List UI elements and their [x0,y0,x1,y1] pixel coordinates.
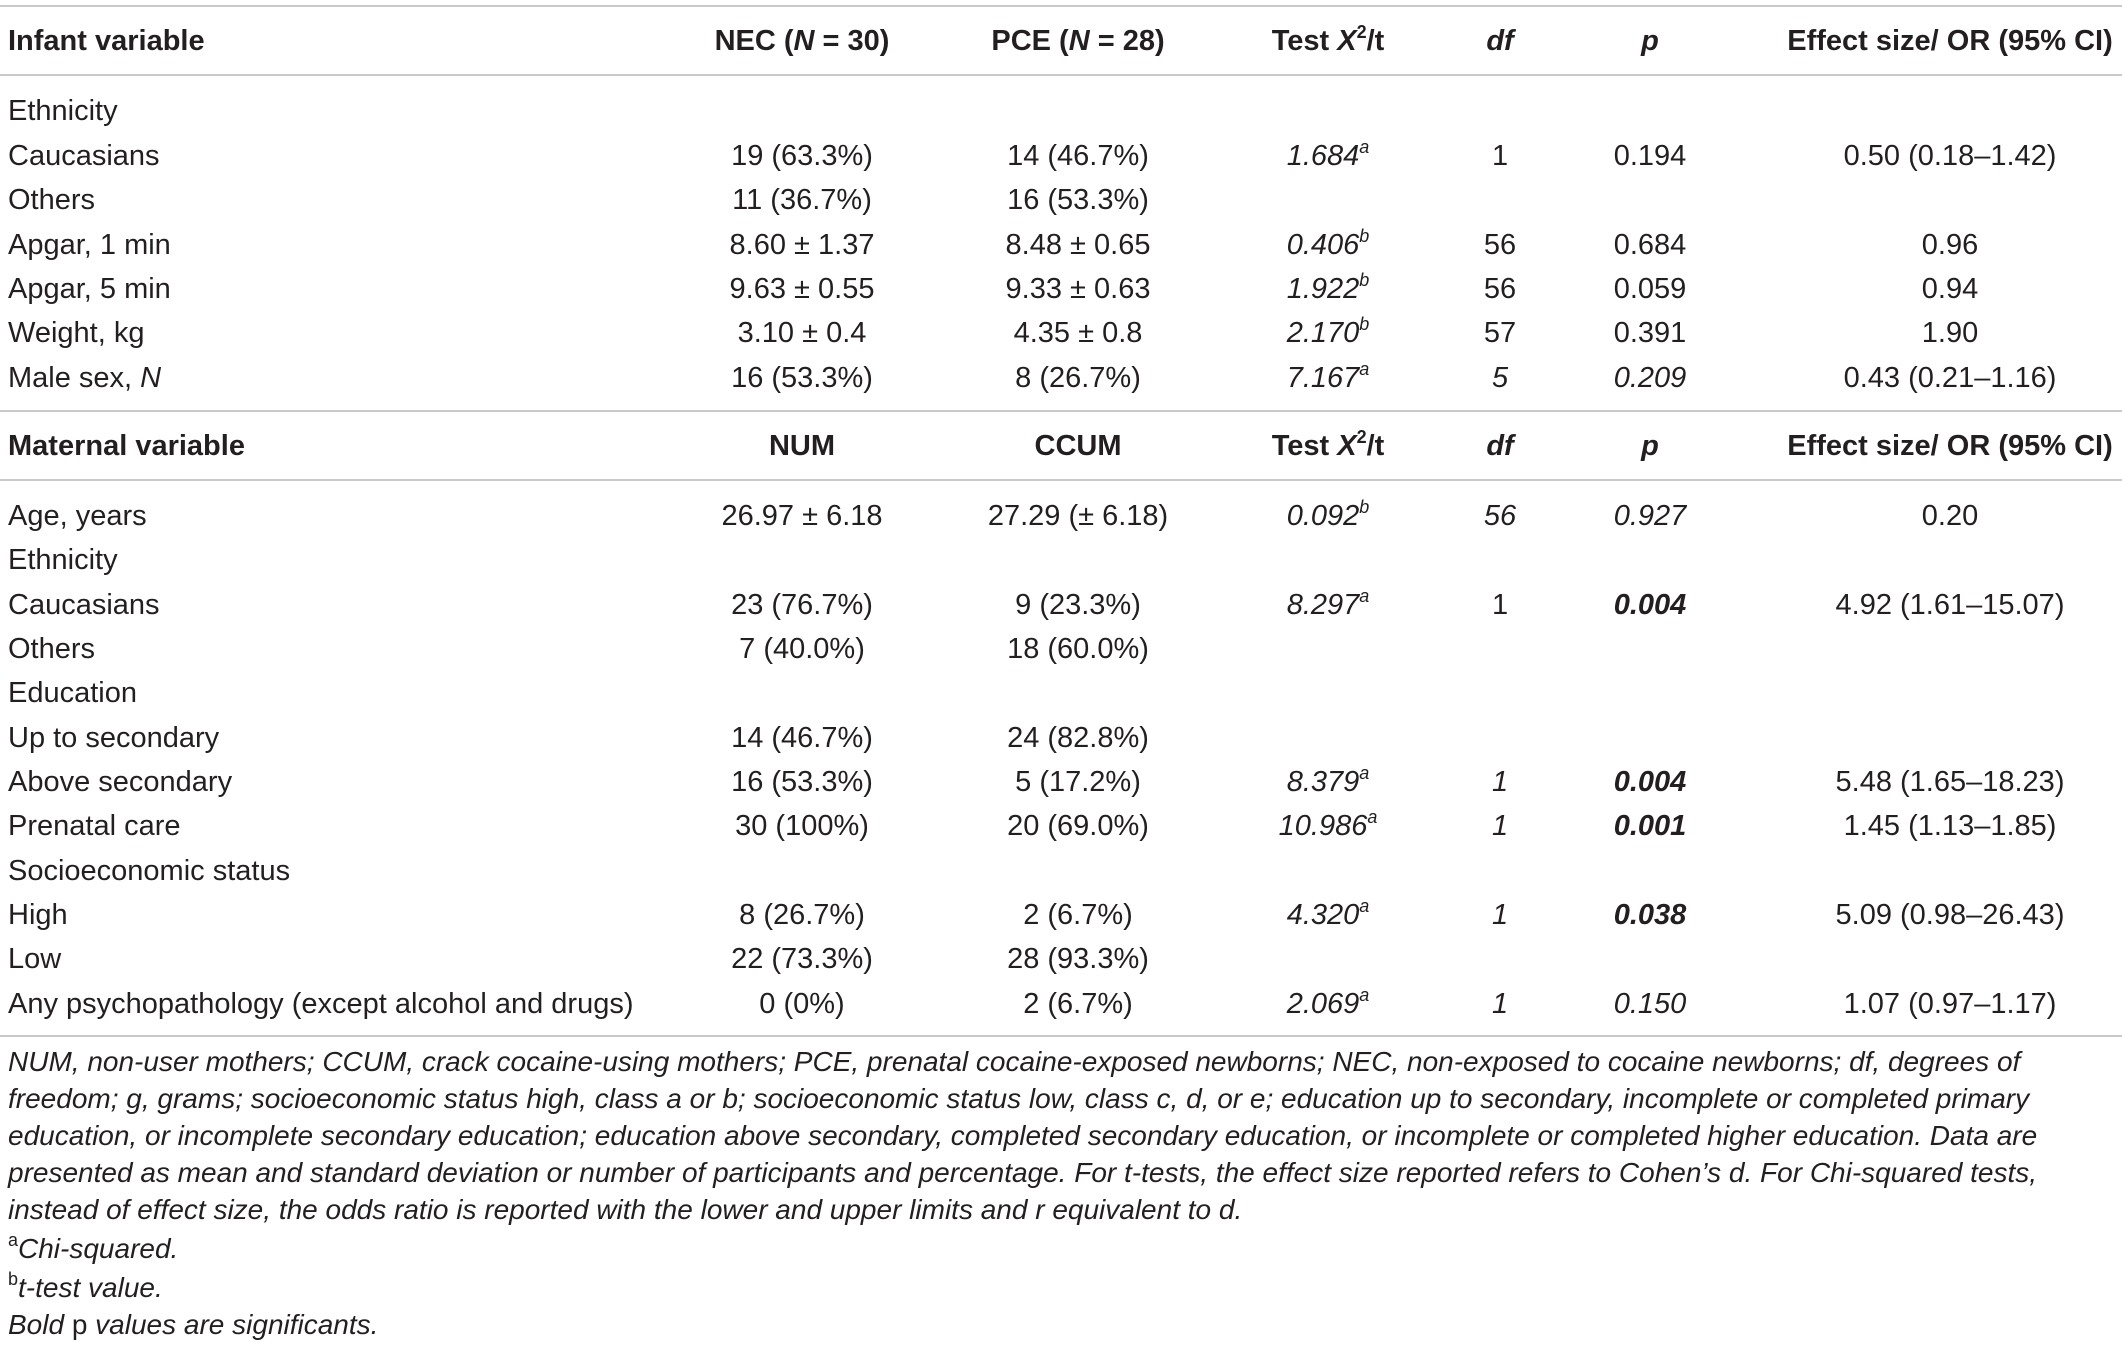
table-row [0,893,2122,937]
footnote-abbreviations-line: NUM, non-user mothers; CCUM, crack cocaine-using mothers; PCE, prenatal cocaine-exposed newborns; NEC, non-exposed to cocaine newborns; df, degrees of [8,1046,2021,1077]
df-value: 5 [1491,362,1509,394]
section-rule [0,410,2122,412]
nec-value: 19 (63.3%) [731,140,873,172]
p-value: 0.004 [1613,589,1687,621]
table-row [0,937,2122,981]
table-row [0,356,2122,400]
effect-value: 0.96 [1921,229,1979,261]
num-value: 8 (26.7%) [739,899,865,931]
table-row [0,982,2122,1026]
pce-value: 14 (46.7%) [1007,140,1149,172]
test-value: 8.297$^a$ [1286,586,1370,621]
p-value: 0.150 [1613,988,1687,1020]
footnote-abbreviations-line: education, or incomplete secondary education; education above secondary, completed secondary education, or incomplete or completed higher education. Data are [8,1120,2038,1151]
nec-value: 3.10 ± 0.4 [737,317,867,349]
table-row [0,134,2122,178]
row-label: High [8,899,68,931]
test-value: 10.986$^a$ [1278,807,1378,842]
effect-value: 0.20 [1921,500,1979,532]
ccum-value: 28 (93.3%) [1007,943,1149,975]
df-value: 1 [1491,988,1509,1020]
nec-value: 8.60 ± 1.37 [729,229,875,261]
row-label: Low [8,943,62,975]
pce-value: 4.35 ± 0.8 [1013,317,1143,349]
table-row [0,267,2122,311]
effect-value: 5.48 (1.65–18.23) [1835,766,2065,798]
row-label: Ethnicity [8,95,118,127]
table-top-rule [0,5,2122,7]
nec-value: 16 (53.3%) [731,362,873,394]
maternal-header-row: Maternal variable NUM CCUM Test $X^2/t$ df p Effect size/ OR (95% CI) [0,424,2122,468]
num-value: 22 (73.3%) [731,943,873,975]
effect-value: 1.45 (1.13–1.85) [1843,810,2057,842]
ccum-value: 2 (6.7%) [1023,899,1133,931]
test-value: 7.167$^a$ [1286,359,1370,394]
test-value: 4.320$^a$ [1286,896,1370,931]
df-value: 56 [1483,229,1517,261]
maternal-header-rule [0,479,2122,481]
table-row [0,671,2122,715]
row-label: Above secondary [8,766,233,798]
p-value: 0.391 [1613,317,1687,349]
p-value: 0.001 [1613,810,1687,842]
test-value: 0.406$^b$ [1286,226,1370,261]
infant-header-row: Infant variable NEC (N = 30) PCE (N = 28) Test $X^2/t$ df p Effect size/ OR (95% CI) [0,19,2122,63]
df-value: 56 [1483,500,1517,532]
p-value: 0.194 [1613,140,1687,172]
table-bottom-rule [0,1035,2122,1037]
p-value: 0.004 [1613,766,1687,798]
num-value: 23 (76.7%) [731,589,873,621]
num-value: 0 (0%) [759,988,845,1020]
df-value: 1 [1491,766,1509,798]
nec-value: 9.63 ± 0.55 [729,273,875,305]
ccum-value: 24 (82.8%) [1007,722,1149,754]
table-row [0,804,2122,848]
infant-header-rule [0,74,2122,76]
df-value: 56 [1483,273,1517,305]
test-value: 2.069$^a$ [1286,985,1370,1020]
ccum-value: 9 (23.3%) [1015,589,1141,621]
ccum-value: 18 (60.0%) [1007,633,1149,665]
num-value: 16 (53.3%) [731,766,873,798]
ccum-value: 5 (17.2%) [1015,766,1141,798]
table-row [0,538,2122,582]
ccum-value: 2 (6.7%) [1023,988,1133,1020]
df-value: 57 [1483,317,1517,349]
table-row [0,627,2122,671]
p-value: 0.684 [1613,229,1687,261]
effect-value: 1.90 [1921,317,1979,349]
footnote-b: $^b$t-test value. [8,1269,163,1303]
row-label: Education [8,677,137,709]
nec-value: 11 (36.7%) [732,184,872,216]
row-label: Up to secondary [8,722,220,754]
test-value: 0.092$^b$ [1286,497,1370,532]
test-value: 1.922$^b$ [1286,270,1370,305]
p-value: 0.038 [1613,899,1687,931]
row-label: Prenatal care [8,810,181,842]
row-label: Others [8,184,96,216]
pce-value: 8 (26.7%) [1015,362,1141,394]
row-label: Apgar, 1 min [8,229,171,261]
row-label: Ethnicity [8,544,118,576]
table-row [0,178,2122,222]
footnote-bold: Bold p values are significants. [8,1309,379,1340]
table-row [0,311,2122,355]
footnote-a: $^a$Chi-squared. [8,1230,179,1264]
footnote-abbreviations-line: instead of effect size, the odds ratio is reported with the lower and upper limits and r equivalent to d. [8,1194,1243,1225]
num-value: 30 (100%) [735,810,869,842]
ccum-value: 20 (69.0%) [1007,810,1149,842]
footnote-abbreviations-line: presented as mean and standard deviation or number of participants and percentage. For t-tests, the effect size reported refers to Cohen’s d. For Chi-squared tests, [8,1157,2038,1188]
footnote-abbreviations-line: freedom; g, grams; socioeconomic status high, class a or b; socioeconomic status low, class c, d, or e; education up to secondary, incomplete or completed primary [8,1083,2030,1114]
maternal-variable-header: Maternal variable [8,430,245,462]
effect-value: 1.07 (0.97–1.17) [1843,988,2057,1020]
row-label: Socioeconomic status [8,855,291,887]
df-value: 1 [1491,140,1509,172]
table-row [0,494,2122,538]
p-value: 0.927 [1613,500,1687,532]
row-label: Male sex, N [8,362,162,394]
test-value: 2.170$^b$ [1286,314,1370,349]
effect-value: 0.43 (0.21–1.16) [1843,362,2057,394]
df-value: 1 [1491,899,1509,931]
effect-value: 0.94 [1921,273,1979,305]
df-value: 1 [1491,589,1509,621]
pce-value: 16 (53.3%) [1007,184,1149,216]
pce-value: 9.33 ± 0.63 [1005,273,1151,305]
table-row [0,583,2122,627]
row-label: Caucasians [8,589,160,621]
df-value: 1 [1491,810,1509,842]
effect-value: 5.09 (0.98–26.43) [1835,899,2065,931]
row-label: Caucasians [8,140,160,172]
test-value: 1.684$^a$ [1286,137,1370,172]
num-value: 7 (40.0%) [739,633,865,665]
p-value: 0.209 [1613,362,1687,394]
ccum-value: 27.29 (± 6.18) [987,500,1169,532]
row-label: Apgar, 5 min [8,273,171,305]
infant-variable-header: Infant variable [8,25,205,57]
p-value: 0.059 [1613,273,1687,305]
num-value: 14 (46.7%) [731,722,873,754]
row-label: Others [8,633,96,665]
table-row [0,89,2122,133]
test-value: 8.379$^a$ [1286,763,1370,798]
effect-value: 0.50 (0.18–1.42) [1843,140,2057,172]
effect-value: 4.92 (1.61–15.07) [1835,589,2065,621]
table-row [0,849,2122,893]
table-row [0,716,2122,760]
row-label: Any psychopathology (except alcohol and drugs) [8,988,634,1020]
pce-value: 8.48 ± 0.65 [1005,229,1151,261]
row-label: Weight, kg [8,317,145,349]
table-row [0,223,2122,267]
num-value: 26.97 ± 6.18 [721,500,883,532]
row-label: Age, years [8,500,147,532]
table-row [0,760,2122,804]
